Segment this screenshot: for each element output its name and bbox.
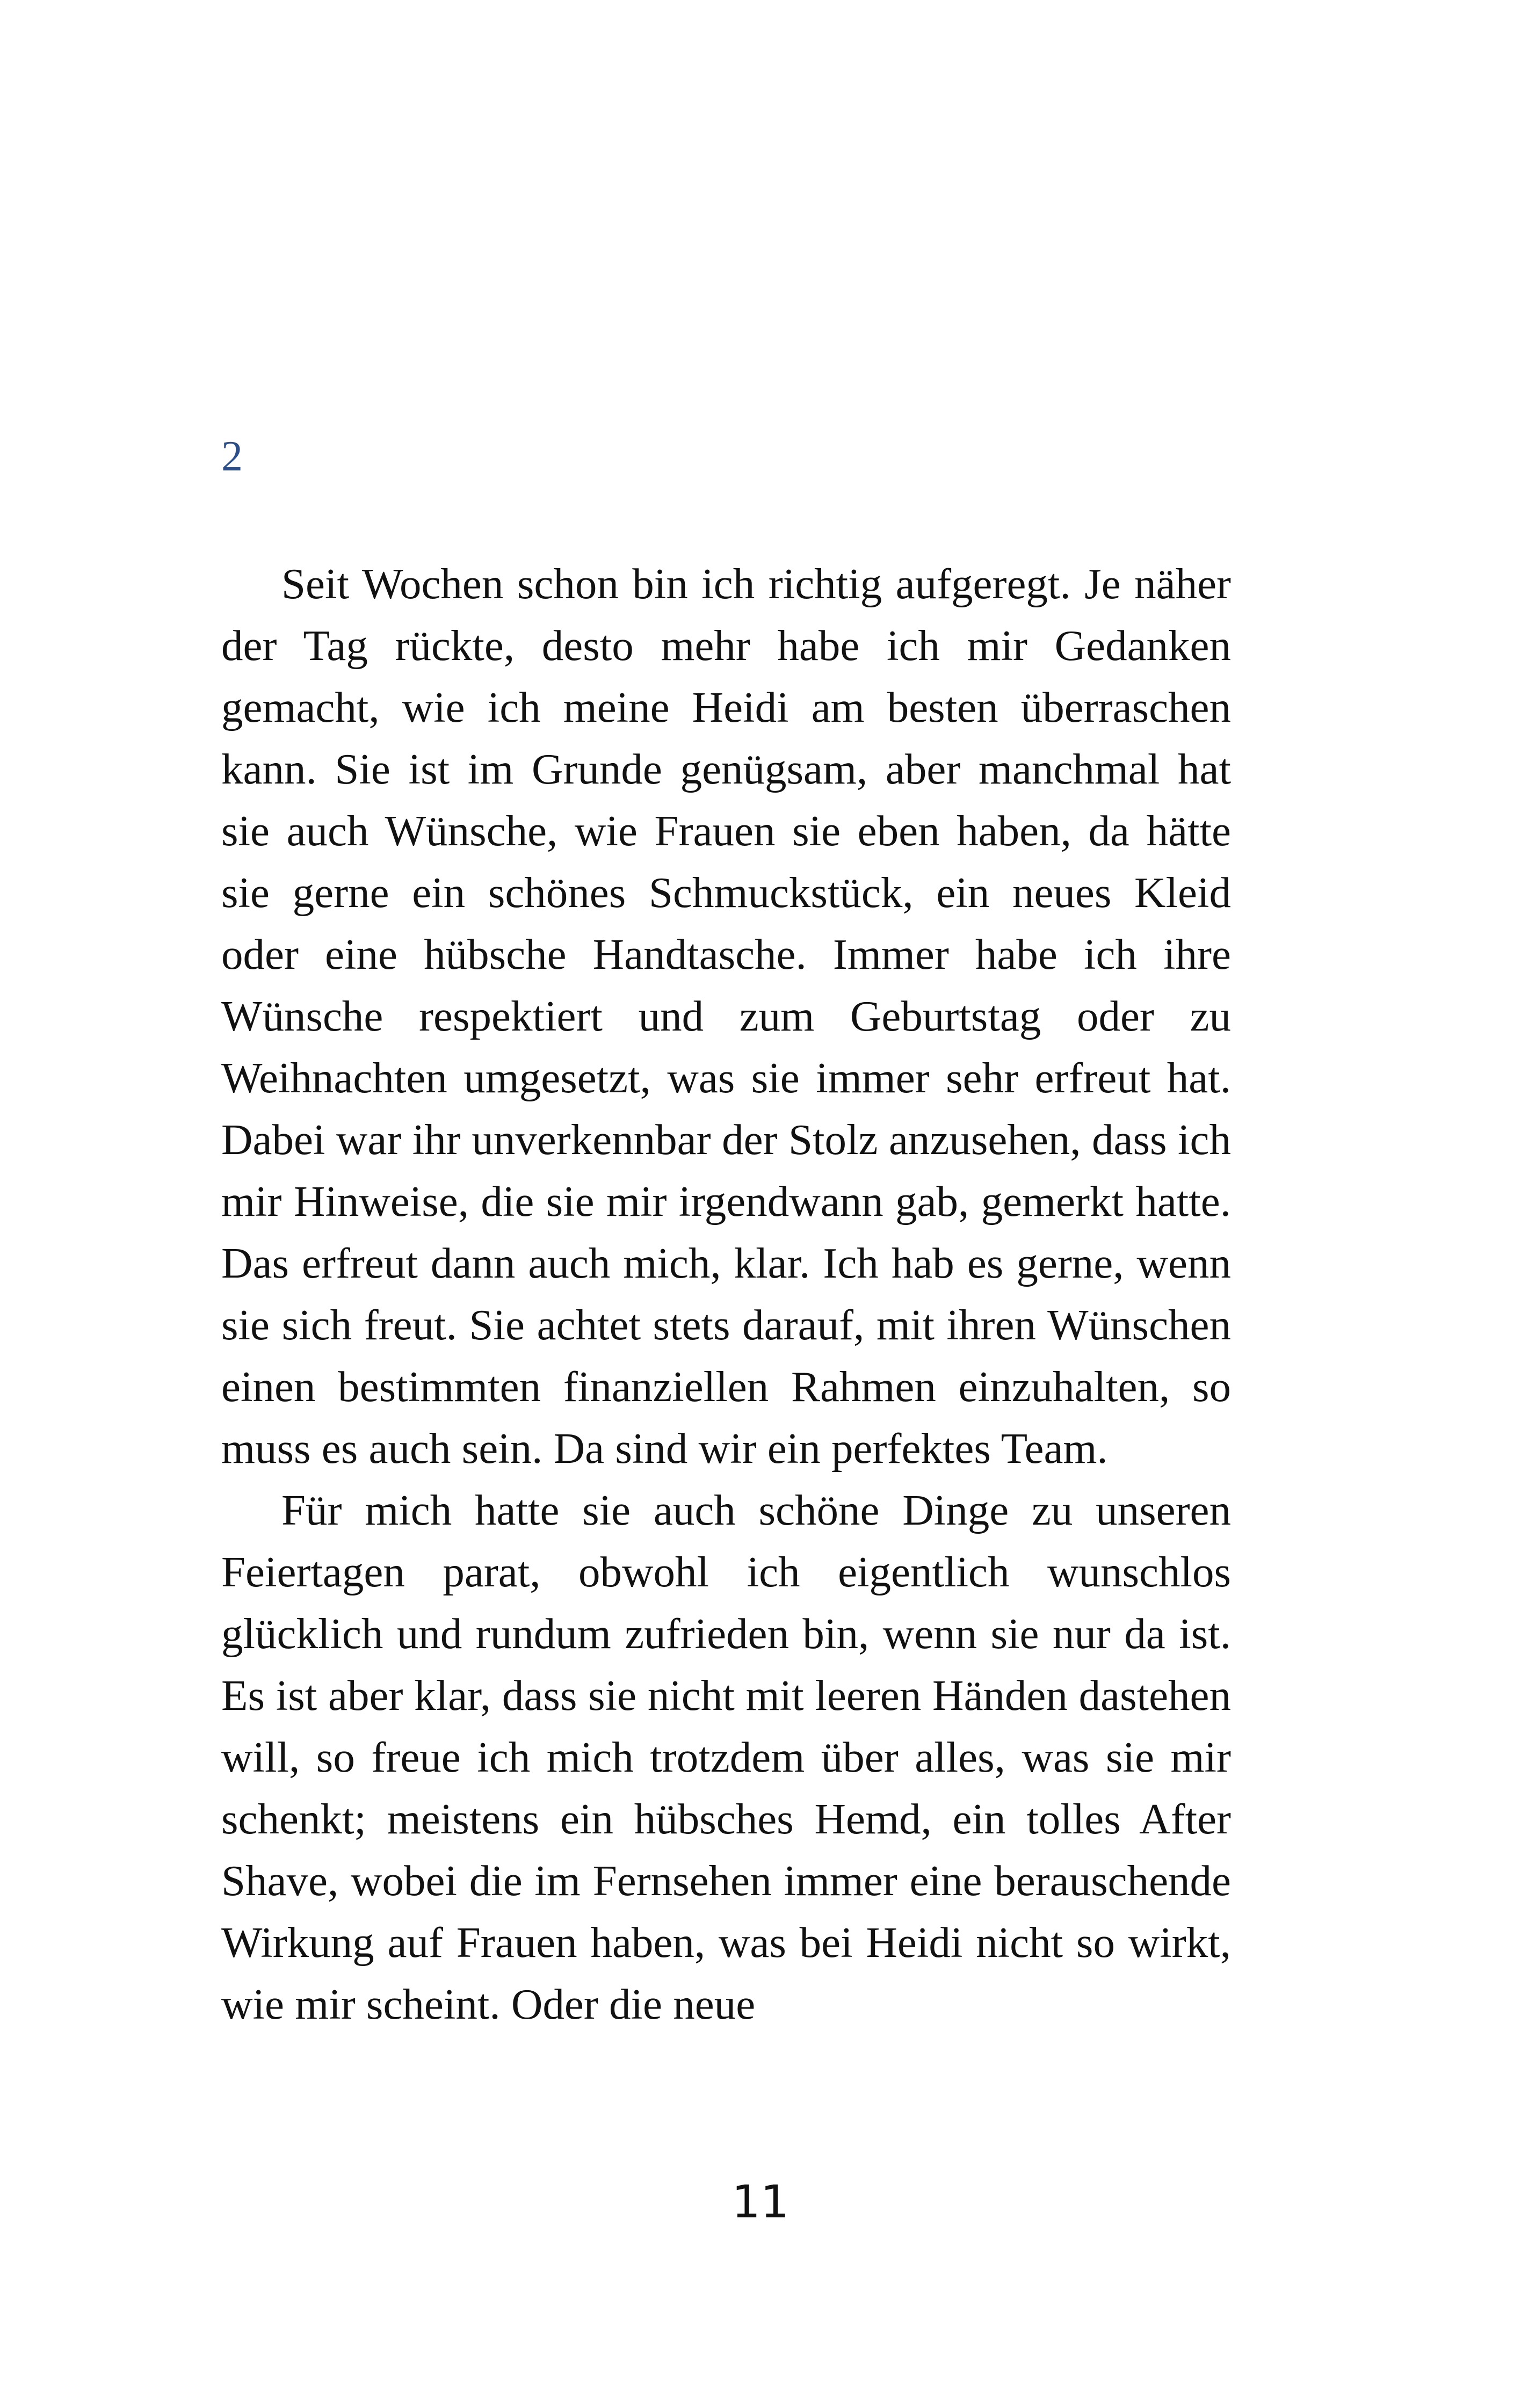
page-number: 11 [731, 2175, 790, 2228]
paragraph-2: Für mich hatte sie auch schöne Dinge zu unseren Feiertagen parat, obwohl ich eigentlich wunschlos glücklich und rundum zufrieden bin, wenn sie nur da ist. Es ist aber klar, dass sie nicht mit leeren Händen dastehen will, so freue ich mich trotzdem über alles, was sie mir schenkt; meistens ein hübsches Hemd, ein tolles After Shave, wobei die im Fernsehen immer eine berauschende Wirkung auf Frauen haben, was bei Heidi nicht so wirkt, wie mir scheint. Oder die neue [221, 1486, 1231, 2028]
body-text [221, 553, 1231, 2035]
chapter-number: 2 [221, 433, 243, 480]
paragraph-1: Seit Wochen schon bin ich richtig aufgeregt. Je näher der Tag rückte, desto mehr habe ich mir Gedanken gemacht, wie ich meine Heidi am besten überraschen kann. Sie ist im Grunde genügsam, aber manchmal hat sie auch Wünsche, wie Frauen sie eben haben, da hätte sie gerne ein schönes Schmuckstück, ein neues Kleid oder eine hübsche Handtasche. Immer habe ich ihre Wünsche respektiert und zum Geburtstag oder zu Weihnachten umgesetzt, was sie immer sehr erfreut hat. Dabei war ihr unverkennbar der Stolz anzusehen, dass ich mir Hinweise, die sie mir irgendwann gab, gemerkt hatte. Das erfreut dann auch mich, klar. Ich hab es gerne, wenn sie sich freut. Sie achtet stets darauf, mit ihren Wünschen einen bestimmten finanziellen Rahmen einzuhalten, so muss es auch sein. Da sind wir ein perfektes Team. [221, 560, 1231, 1473]
